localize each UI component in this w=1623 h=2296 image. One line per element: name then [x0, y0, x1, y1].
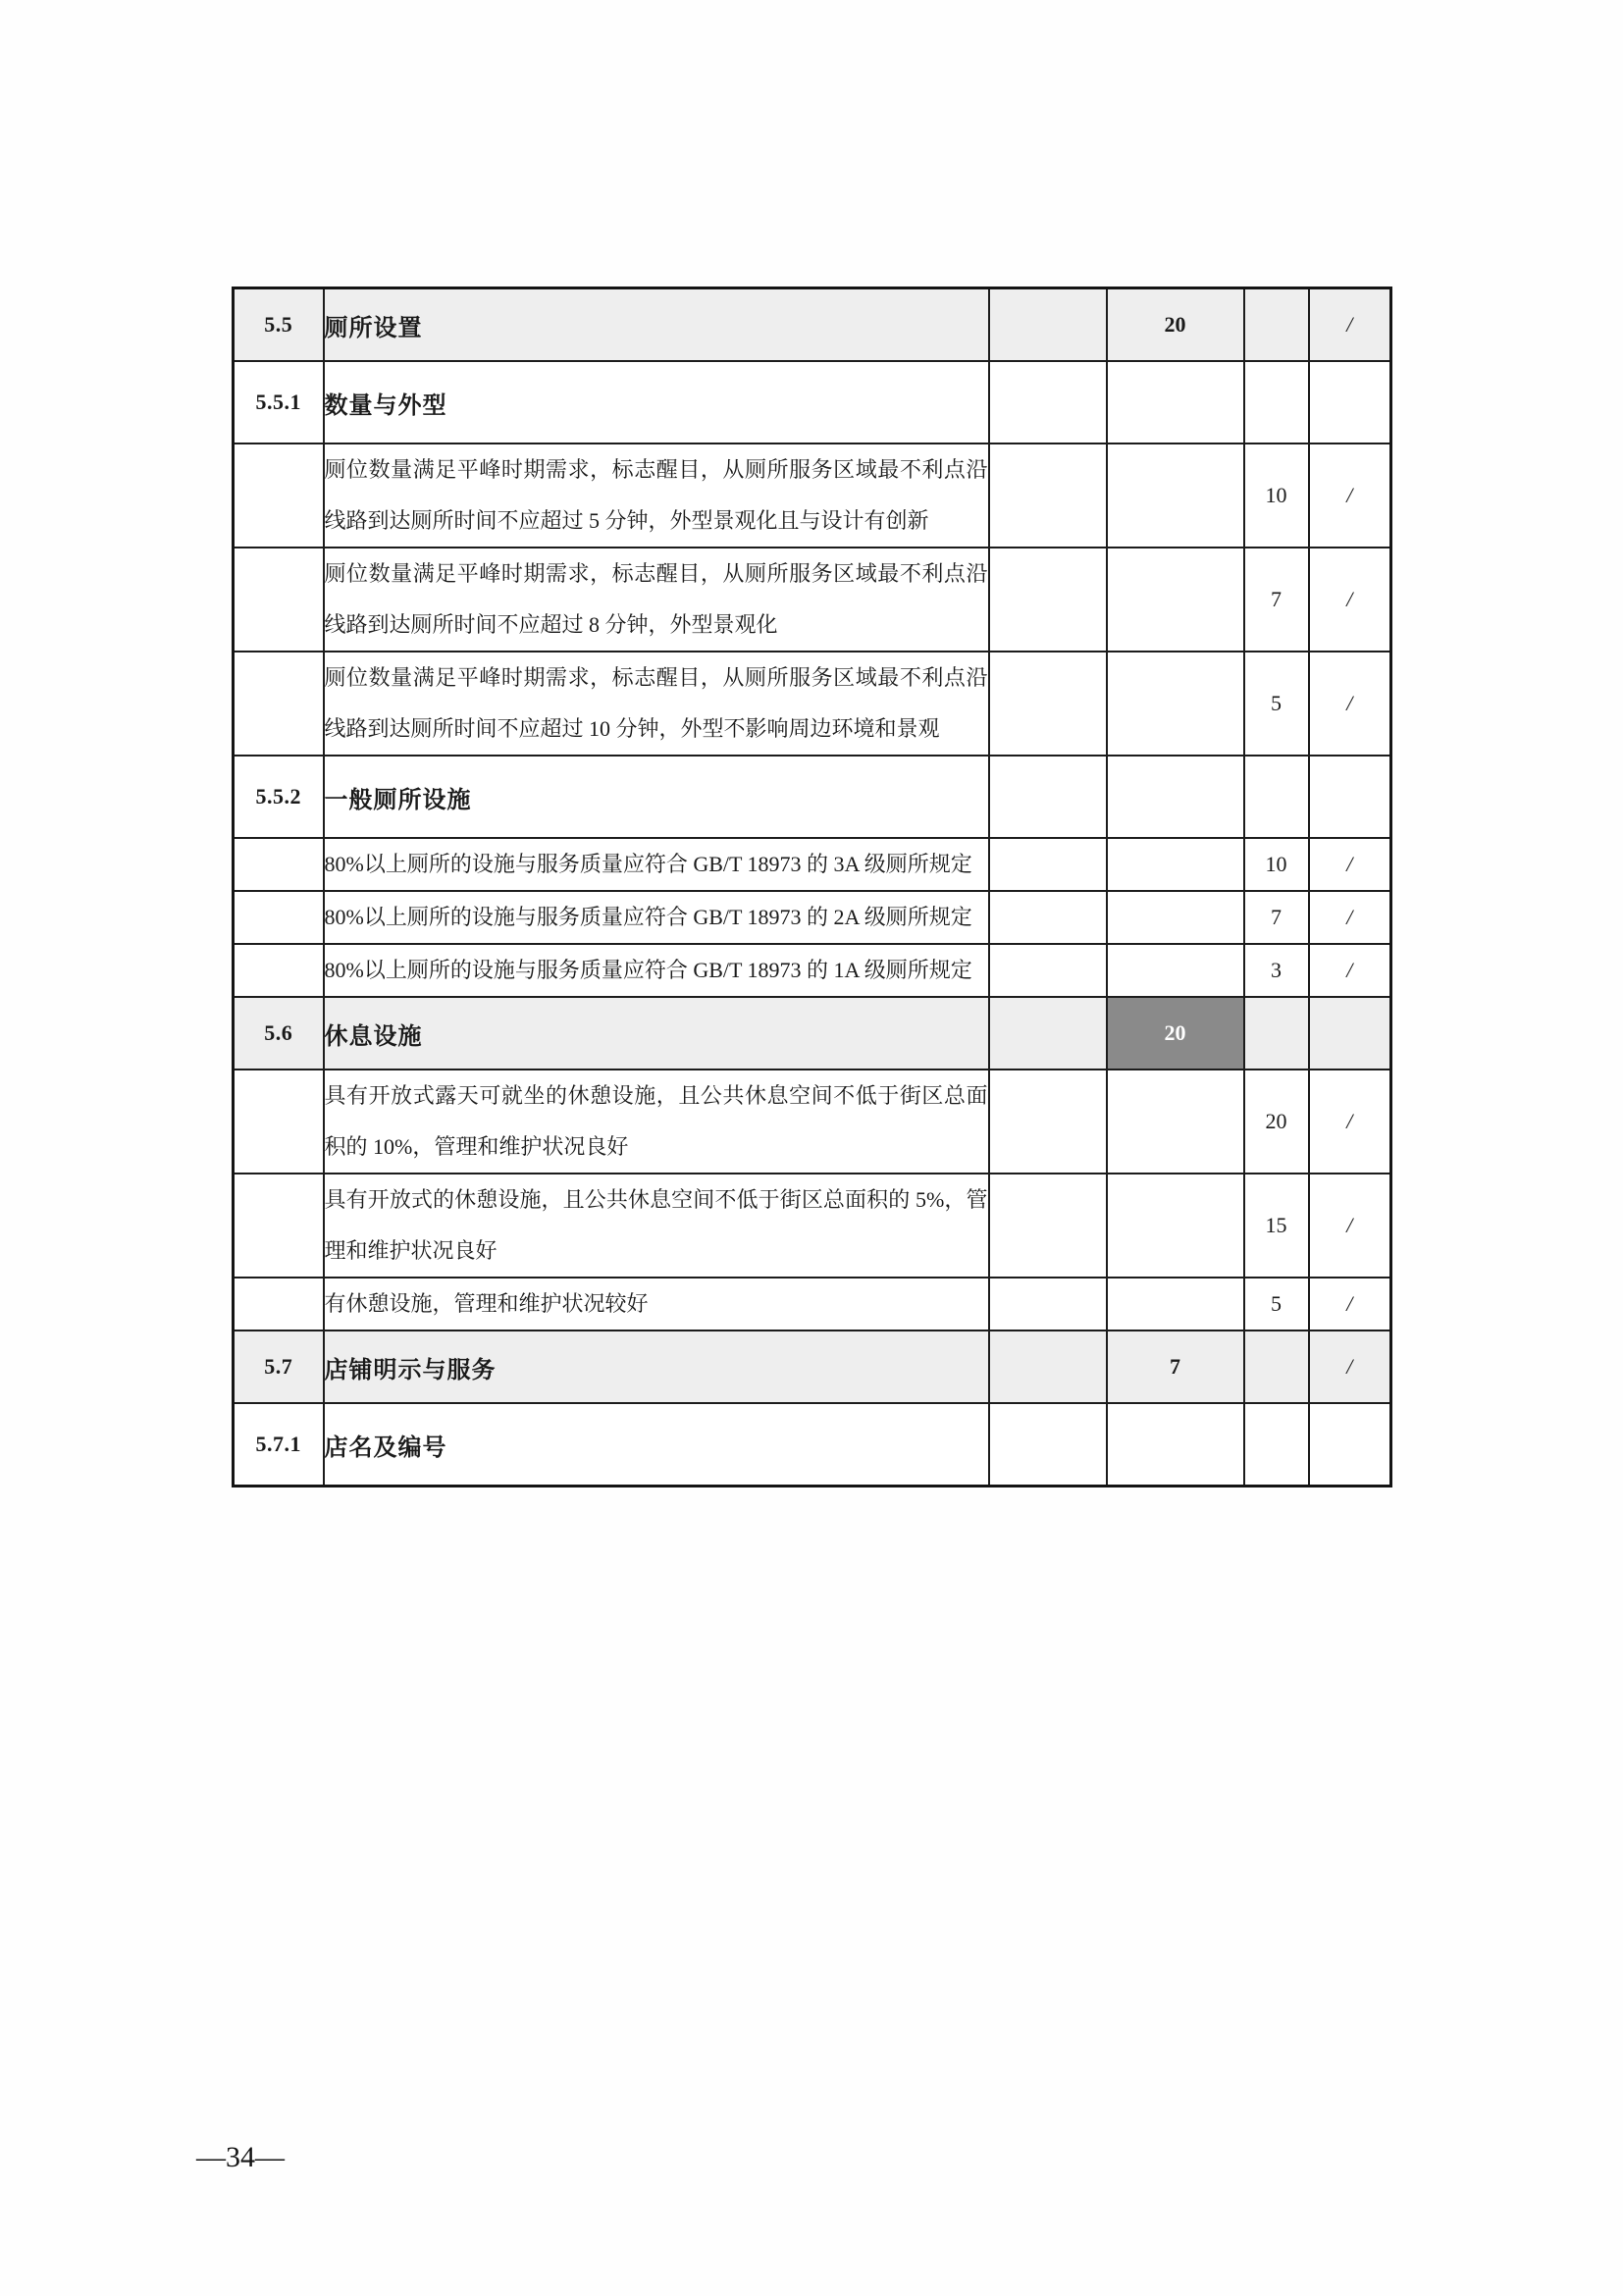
row-code — [234, 944, 324, 997]
row-code — [234, 838, 324, 891]
row-col-a-value — [989, 444, 1107, 548]
row-col-d-value: / — [1309, 444, 1391, 548]
table-row — [234, 891, 1391, 944]
row-col-c-value — [1244, 1331, 1309, 1403]
table-row — [234, 838, 1391, 891]
row-col-a-value — [989, 548, 1107, 652]
row-col-c-value: 5 — [1244, 652, 1309, 756]
row-code — [234, 652, 324, 756]
table-row — [234, 756, 1391, 838]
row-code: 5.5.2 — [234, 756, 324, 838]
table-row — [234, 1403, 1391, 1487]
row-col-d-value: / — [1309, 944, 1391, 997]
table-row — [234, 1174, 1391, 1278]
row-item-label: 80%以上厕所的设施与服务质量应符合 GB/T 18973 的 3A 级厕所规定 — [324, 838, 989, 891]
row-col-b-value — [1107, 652, 1244, 756]
row-item-label: 具有开放式的休憩设施，且公共休息空间不低于街区总面积的 5%，管理和维护状况良好 — [324, 1174, 989, 1278]
row-col-c-value — [1244, 288, 1309, 362]
row-col-c-value — [1244, 997, 1309, 1070]
row-col-a-value — [989, 1278, 1107, 1331]
table-row — [234, 1278, 1391, 1331]
row-item-label: 厕位数量满足平峰时期需求，标志醒目，从厕所服务区域最不利点沿线路到达厕所时间不应超过 10 分钟，外型不影响周边环境和景观 — [324, 652, 989, 756]
table-row — [234, 1331, 1391, 1403]
row-col-b-value — [1107, 1278, 1244, 1331]
page-number: —34— — [196, 2141, 285, 2173]
row-code: 5.5.1 — [234, 361, 324, 444]
row-code — [234, 891, 324, 944]
row-code: 5.7 — [234, 1331, 324, 1403]
row-col-b-value: 20 — [1107, 997, 1244, 1070]
row-col-b-value — [1107, 444, 1244, 548]
table-row — [234, 361, 1391, 444]
row-code — [234, 1174, 324, 1278]
row-col-b-value — [1107, 891, 1244, 944]
table-row — [234, 1070, 1391, 1174]
row-item-label: 一般厕所设施 — [324, 756, 989, 838]
row-item-label: 数量与外型 — [324, 361, 989, 444]
row-code: 5.5 — [234, 288, 324, 362]
row-item-label: 休息设施 — [324, 997, 989, 1070]
row-col-a-value — [989, 891, 1107, 944]
row-col-d-value: / — [1309, 1331, 1391, 1403]
row-col-a-value — [989, 997, 1107, 1070]
row-col-a-value — [989, 756, 1107, 838]
row-col-c-value: 10 — [1244, 756, 1309, 838]
row-col-b-value: 7 — [1107, 1331, 1244, 1403]
row-col-d-value: / — [1309, 1174, 1391, 1278]
row-col-c-value: 4 — [1244, 1403, 1309, 1487]
row-item-label: 80%以上厕所的设施与服务质量应符合 GB/T 18973 的 2A 级厕所规定 — [324, 891, 989, 944]
row-col-b-value — [1107, 361, 1244, 444]
row-col-d-value — [1309, 361, 1391, 444]
row-col-b-value — [1107, 756, 1244, 838]
table-row — [234, 548, 1391, 652]
row-item-label: 具有开放式露天可就坐的休憩设施，且公共休息空间不低于街区总面积的 10%，管理和维护状况良好 — [324, 1070, 989, 1174]
row-item-label: 厕位数量满足平峰时期需求，标志醒目，从厕所服务区域最不利点沿线路到达厕所时间不应超过 5 分钟，外型景观化且与设计有创新 — [324, 444, 989, 548]
row-code — [234, 548, 324, 652]
table-row — [234, 288, 1391, 362]
row-col-c-value: 7 — [1244, 891, 1309, 944]
row-col-b-value — [1107, 1403, 1244, 1487]
row-col-c-value: 10 — [1244, 361, 1309, 444]
row-col-a-value — [989, 361, 1107, 444]
row-item-label: 有休憩设施，管理和维护状况较好 — [324, 1278, 989, 1331]
row-col-c-value: 7 — [1244, 548, 1309, 652]
scoring-table — [232, 287, 1392, 1487]
row-code — [234, 444, 324, 548]
table-row — [234, 997, 1391, 1070]
row-col-b-value — [1107, 1070, 1244, 1174]
row-col-d-value: / — [1309, 838, 1391, 891]
row-col-b-value — [1107, 1174, 1244, 1278]
row-col-b-value: 20 — [1107, 288, 1244, 362]
row-item-label: 厕所设置 — [324, 288, 989, 362]
row-col-b-value — [1107, 944, 1244, 997]
row-col-a-value — [989, 1331, 1107, 1403]
row-item-label: 店名及编号 — [324, 1403, 989, 1487]
row-col-c-value: 15 — [1244, 1174, 1309, 1278]
row-col-d-value: / — [1309, 652, 1391, 756]
row-col-a-value — [989, 1174, 1107, 1278]
row-col-a-value — [989, 1070, 1107, 1174]
row-col-a-value — [989, 288, 1107, 362]
row-col-b-value — [1107, 838, 1244, 891]
row-col-d-value: / — [1309, 548, 1391, 652]
row-col-c-value: 3 — [1244, 944, 1309, 997]
row-col-d-value — [1309, 1403, 1391, 1487]
row-col-a-value — [989, 652, 1107, 756]
row-code: 5.6 — [234, 997, 324, 1070]
row-code — [234, 1070, 324, 1174]
row-item-label: 80%以上厕所的设施与服务质量应符合 GB/T 18973 的 1A 级厕所规定 — [324, 944, 989, 997]
row-col-d-value — [1309, 756, 1391, 838]
row-code — [234, 1278, 324, 1331]
scoring-table-body — [234, 288, 1391, 1487]
row-col-a-value — [989, 838, 1107, 891]
row-code: 5.7.1 — [234, 1403, 324, 1487]
row-col-c-value: 10 — [1244, 838, 1309, 891]
table-row — [234, 652, 1391, 756]
row-item-label: 厕位数量满足平峰时期需求，标志醒目，从厕所服务区域最不利点沿线路到达厕所时间不应超过 8 分钟，外型景观化 — [324, 548, 989, 652]
row-col-d-value: / — [1309, 288, 1391, 362]
row-col-c-value: 5 — [1244, 1278, 1309, 1331]
table-row — [234, 944, 1391, 997]
scoring-table-container — [232, 287, 1389, 1487]
row-col-a-value — [989, 1403, 1107, 1487]
row-col-b-value — [1107, 548, 1244, 652]
row-col-a-value — [989, 944, 1107, 997]
row-col-d-value: / — [1309, 891, 1391, 944]
row-col-d-value — [1309, 997, 1391, 1070]
table-row — [234, 444, 1391, 548]
row-col-c-value: 10 — [1244, 444, 1309, 548]
row-item-label: 店铺明示与服务 — [324, 1331, 989, 1403]
row-col-d-value: / — [1309, 1070, 1391, 1174]
row-col-d-value: / — [1309, 1278, 1391, 1331]
row-col-c-value: 20 — [1244, 1070, 1309, 1174]
